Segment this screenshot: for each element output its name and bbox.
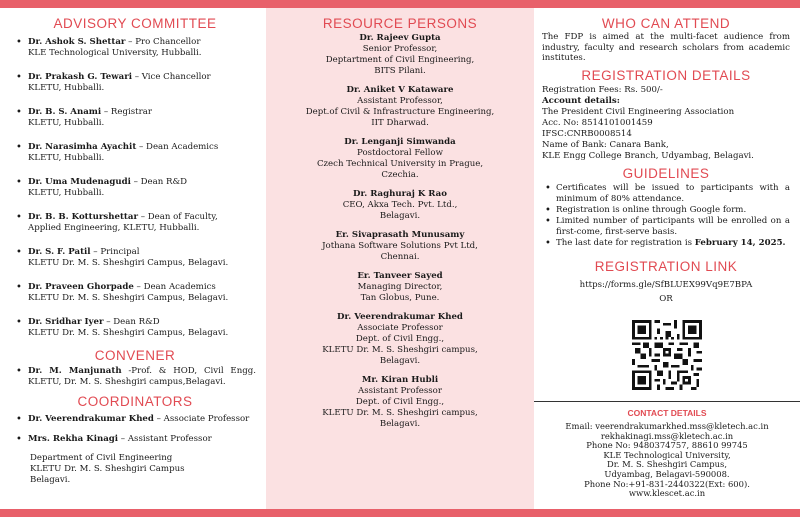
- contact-details: Email: veerendrakumarkhed.mss@kletech.ac.in rekhakinagi.mss@kletech.ac.in Phone No: 9480374757, 88610 99745 KLE Technological University, Dr. M. S. Sheshgiri Campus, Udyambag, Belagavi-590008. Phone No:+91-831-2440322(Ext: 600). www.klescet.ac.in: [565, 421, 769, 499]
- guidelines-title: GUIDELINES: [622, 165, 710, 181]
- registration-title: REGISTRATION DETAILS: [581, 67, 751, 83]
- guideline-item: • The last date for registration is February 14, 2025.: [542, 238, 790, 249]
- right-column: [534, 8, 800, 509]
- guideline-item: • Registration is online through Google form.: [542, 205, 790, 216]
- guideline-item: • Certificates will be issued to participants with a minimum of 80% attendance.: [542, 183, 790, 205]
- resource-title: RESOURCE PERSONS: [322, 16, 478, 31]
- coordinator-member: • Dr. Veerendrakumar Khed – Associate Professor: [14, 414, 256, 425]
- contact-title: CONTACT DETAILS: [627, 408, 707, 418]
- middle-column: [266, 8, 534, 509]
- coordinators-department: Department of Civil Engineering KLETU Dr. M. S. Sheshgiri Campus Belagavi.: [30, 453, 185, 485]
- top-accent-bar: [0, 0, 800, 8]
- advisory-member: • Dr. S. F. Patil – Principal KLETU Dr. M. S. Sheshgiri Campus, Belagavi.: [14, 247, 256, 269]
- advisory-member: • Dr. Narasimha Ayachit – Dean Academics KLETU, Hubballi.: [14, 142, 256, 164]
- registration-url[interactable]: https://forms.gle/SfBLUEX99Vq9E7BPA: [579, 279, 753, 290]
- advisory-member: • Dr. Sridhar Iyer – Dean R&D KLETU Dr. M. S. Sheshgiri Campus, Belagavi.: [14, 317, 256, 339]
- guideline-item: • Limited number of participants will be enrolled on a first-come, first-serve basis.: [542, 216, 790, 238]
- bottom-accent-bar: [0, 509, 800, 517]
- advisory-list: [14, 37, 256, 339]
- or-text: OR: [659, 293, 673, 304]
- advisory-member: • Dr. Prakash G. Tewari – Vice Chancellor KLETU, Hubballi.: [14, 72, 256, 94]
- advisory-member: • Dr. Uma Mudenagudi – Dean R&D KLETU, Hubballi.: [14, 177, 256, 199]
- convener-list: [14, 366, 256, 388]
- attend-text: The FDP is aimed at the multi-facet audience from industry, faculty and research scholars from academic institutes.: [542, 32, 790, 63]
- coordinator-member: • Mrs. Rekha Kinagi – Assistant Professor: [14, 434, 256, 445]
- guidelines-list: [542, 183, 790, 249]
- resource-person: Er. Sivaprasath Munusamy Jothana Software Solutions Pvt Ltd, Chennai.: [322, 230, 478, 262]
- resource-person: Dr. Veerendrakumar Khed Associate Professor Dept. of Civil Engg., KLETU Dr. M. S. Sheshgiri campus, Belagavi.: [322, 312, 478, 366]
- advisory-member: • Dr. Ashok S. Shettar – Pro Chancellor KLE Technological University, Hubballi.: [14, 37, 256, 59]
- resource-person: Dr. Raghuraj K Rao CEO, Akxa Tech. Pvt. Ltd., Belagavi.: [342, 189, 458, 221]
- resource-person: Er. Tanveer Sayed Managing Director, Tan Globus, Pune.: [357, 271, 443, 303]
- convener-title: CONVENER: [94, 348, 176, 363]
- convener-member: • Dr. M. Manjunath -Prof. & HOD, Civil Engg. KLETU, Dr. M. S. Sheshgiri campus,Belagavi.: [14, 366, 256, 388]
- resource-person: Dr. Aniket V Kataware Assistant Professor, Dept.of Civil & Infrastructure Engineering, IIT Dharwad.: [305, 85, 495, 128]
- resource-person: Mr. Kiran Hubli Assistant Professor Dept. of Civil Engg., KLETU Dr. M. S. Sheshgiri campus, Belagavi.: [322, 375, 478, 429]
- coordinators-title: COORDINATORS: [77, 394, 193, 409]
- advisory-member: • Dr. B. B. Kotturshettar – Dean of Faculty, Applied Engineering, KLETU, Hubballi.: [14, 212, 256, 234]
- advisory-member: • Dr. B. S. Anami – Registrar KLETU, Hubballi.: [14, 107, 256, 129]
- left-column: [0, 8, 266, 509]
- qr-code-icon[interactable]: [632, 320, 702, 390]
- resource-person: Dr. Rajeev Gupta Senior Professor, Deptartment of Civil Engineering, BITS Pilani.: [325, 33, 475, 76]
- resource-person: Dr. Lenganji Simwanda Postdoctoral Fellow Czech Technical University in Prague, Czechia.: [316, 137, 484, 180]
- registration-details: Registration Fees: Rs. 500/- Account details: The President Civil Engineering Association Acc. No: 8514101001459 IFSC:CNRB0008514 Name of Bank: Canara Bank, KLE Engg College Branch, Udyambag, Belagavi.: [542, 84, 754, 161]
- advisory-member: • Dr. Praveen Ghorpade – Dean Academics KLETU Dr. M. S. Sheshgiri Campus, Belagavi.: [14, 282, 256, 304]
- advisory-title: ADVISORY COMMITTEE: [53, 16, 217, 31]
- coordinators-list: [14, 414, 256, 445]
- attend-title: WHO CAN ATTEND: [601, 16, 731, 31]
- registration-link-title: REGISTRATION LINK: [594, 258, 738, 274]
- contact-divider: [534, 401, 800, 402]
